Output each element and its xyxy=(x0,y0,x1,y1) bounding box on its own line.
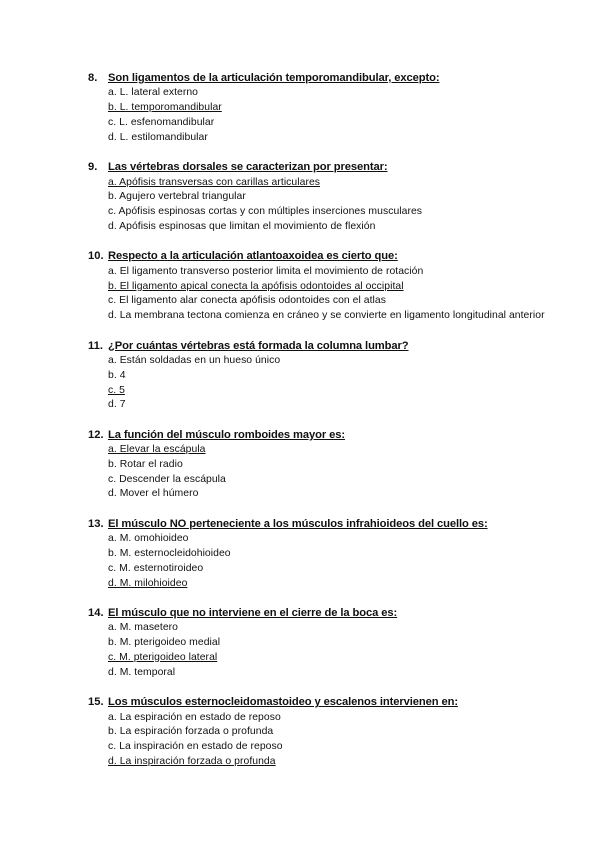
option-b: b. Rotar el radio xyxy=(108,458,183,470)
option-list xyxy=(88,532,558,591)
question-11 xyxy=(88,339,558,414)
option-b: b. La espiración forzada o profunda xyxy=(108,726,274,738)
question-12 xyxy=(88,428,558,503)
option-d: d. Apófisis espinosas que limitan el movimiento de flexión xyxy=(108,220,376,232)
option-b: b. M. esternocleidohioideo xyxy=(108,548,231,560)
option-list xyxy=(88,265,558,324)
question-number: 9. xyxy=(88,161,98,174)
question-number: 12. xyxy=(88,428,104,441)
option-d: d. La membrana tectona comienza en cráneo y se convierte en ligamento longitudinal anterior xyxy=(108,310,545,322)
question-title xyxy=(88,517,558,532)
question-15 xyxy=(88,695,558,770)
option-b: b. Agujero vertebral triangular xyxy=(108,191,246,203)
question-number: 8. xyxy=(88,72,98,84)
option-a: a. M. omohioideo xyxy=(108,533,189,545)
question-14 xyxy=(88,606,558,681)
question-text: Respecto a la articulación atlantoaxoidea es cierto que: xyxy=(108,250,398,263)
question-title xyxy=(88,160,558,175)
option-d: d. Mover el húmero xyxy=(108,488,199,500)
question-title xyxy=(88,695,558,710)
question-text: El músculo NO perteneciente a los músculos infrahioideos del cuello es: xyxy=(108,517,488,530)
option-list xyxy=(88,711,558,770)
question-number: 14. xyxy=(88,607,104,620)
option-a: a. La espiración en estado de reposo xyxy=(108,711,281,723)
option-a: a. M. masetero xyxy=(108,622,178,634)
question-text: La función del músculo romboides mayor es: xyxy=(108,428,345,441)
question-9 xyxy=(88,160,558,235)
option-c: c. L. esfenomandibular xyxy=(108,116,215,128)
option-list xyxy=(88,354,558,413)
question-title xyxy=(88,339,558,354)
question-8 xyxy=(88,71,558,146)
question-number: 13. xyxy=(88,517,104,530)
option-c: c. El ligamento alar conecta apófisis odontoides con el atlas xyxy=(108,295,386,307)
option-b: b. M. pterigoideo medial xyxy=(108,637,221,649)
question-title xyxy=(88,428,558,443)
option-c-correct: c. M. pterigoideo lateral xyxy=(108,652,218,664)
option-b-correct: b. El ligamento apical conecta la apófisis odontoides al occipital xyxy=(108,280,404,292)
option-c: c. M. esternotiroideo xyxy=(108,562,204,574)
option-d: d. M. temporal xyxy=(108,666,176,678)
option-c: c. La inspiración en estado de reposo xyxy=(108,741,283,753)
option-c: c. Descender la escápula xyxy=(108,473,226,485)
option-d-correct: d. M. milohioideo xyxy=(108,577,188,589)
option-a: a. El ligamento transverso posterior limita el movimiento de rotación xyxy=(108,265,424,277)
question-13 xyxy=(88,517,558,592)
question-number: 11. xyxy=(88,339,103,352)
option-b-correct: b. L. temporomandibular xyxy=(108,102,222,114)
option-a-correct: a. Apófisis transversas con carillas articulares xyxy=(108,176,321,188)
option-a: a. L. lateral externo xyxy=(108,87,198,99)
question-text: Las vértebras dorsales se caracterizan por presentar: xyxy=(108,161,388,174)
option-d: d. L. estilomandibular xyxy=(108,131,208,143)
question-number: 15. xyxy=(88,696,104,709)
option-a-correct: a. Elevar la escápula xyxy=(108,444,206,456)
option-d: d. 7 xyxy=(108,399,126,411)
exam-page xyxy=(88,71,558,784)
option-a: a. Están soldadas en un hueso único xyxy=(108,354,281,366)
question-title xyxy=(88,71,558,86)
option-list xyxy=(88,621,558,680)
question-title xyxy=(88,249,558,264)
option-list xyxy=(88,86,558,145)
question-title xyxy=(88,606,558,621)
option-c: c. Apófisis espinosas cortas y con múltiples inserciones musculares xyxy=(108,206,423,218)
question-text: El músculo que no interviene en el cierre de la boca es: xyxy=(108,607,398,620)
question-text: Son ligamentos de la articulación temporomandibular, excepto: xyxy=(108,72,440,84)
question-text: ¿Por cuántas vértebras está formada la columna lumbar? xyxy=(108,339,409,352)
option-b: b. 4 xyxy=(108,369,126,381)
question-text: Los músculos esternocleidomastoideo y escalenos intervienen en: xyxy=(108,696,458,709)
option-c-correct: c. 5 xyxy=(108,384,125,396)
question-number: 10. xyxy=(88,250,104,263)
option-list xyxy=(88,443,558,502)
option-d-correct: d. La inspiración forzada o profunda xyxy=(108,755,276,767)
question-10 xyxy=(88,249,558,324)
option-list xyxy=(88,176,558,235)
